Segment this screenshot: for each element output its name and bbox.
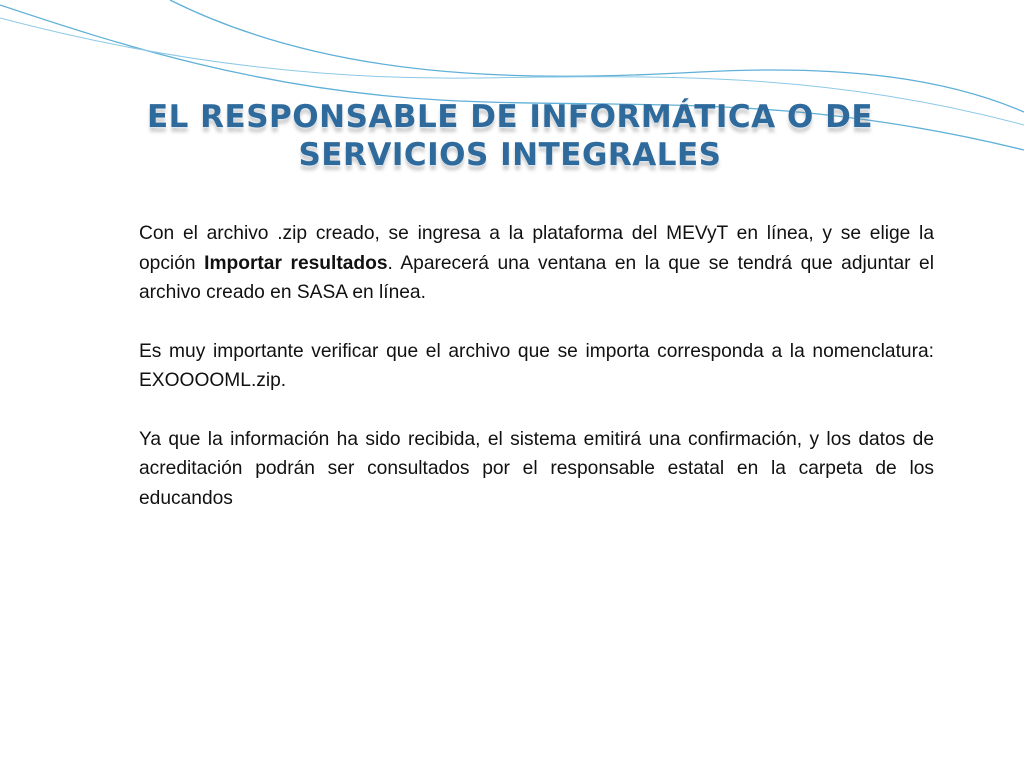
paragraph-1-rest: . Aparecerá una ventana en la que se tendrá que adjuntar el archivo creado en SASA en línea. (139, 252, 934, 303)
title-line-2: SERVICIOS INTEGRALES (298, 137, 722, 173)
paragraph-1 (139, 219, 934, 308)
slide-title (120, 98, 900, 174)
paragraph-2: Es muy importante verificar que el archivo que se importa corresponda a la nomenclatura: EXOOOOML.zip. (139, 340, 934, 391)
paragraph-3: Ya que la información ha sido recibida, el sistema emitirá una confirmación, y los datos de acreditación podrán ser consultados por el responsable estatal en la carpeta de los educandos (139, 428, 934, 509)
paragraph-1-intro: Con el archivo .zip creado, se ingresa a la plataforma del MEVyT en línea, y se elige la opción (139, 223, 934, 274)
body-text (139, 219, 934, 542)
title-line-1: EL RESPONSABLE DE INFORMÁTICA O DE (146, 99, 874, 135)
paragraph-1-bold: Importar resultados (204, 252, 388, 274)
wave-line-middle (170, 0, 1024, 112)
